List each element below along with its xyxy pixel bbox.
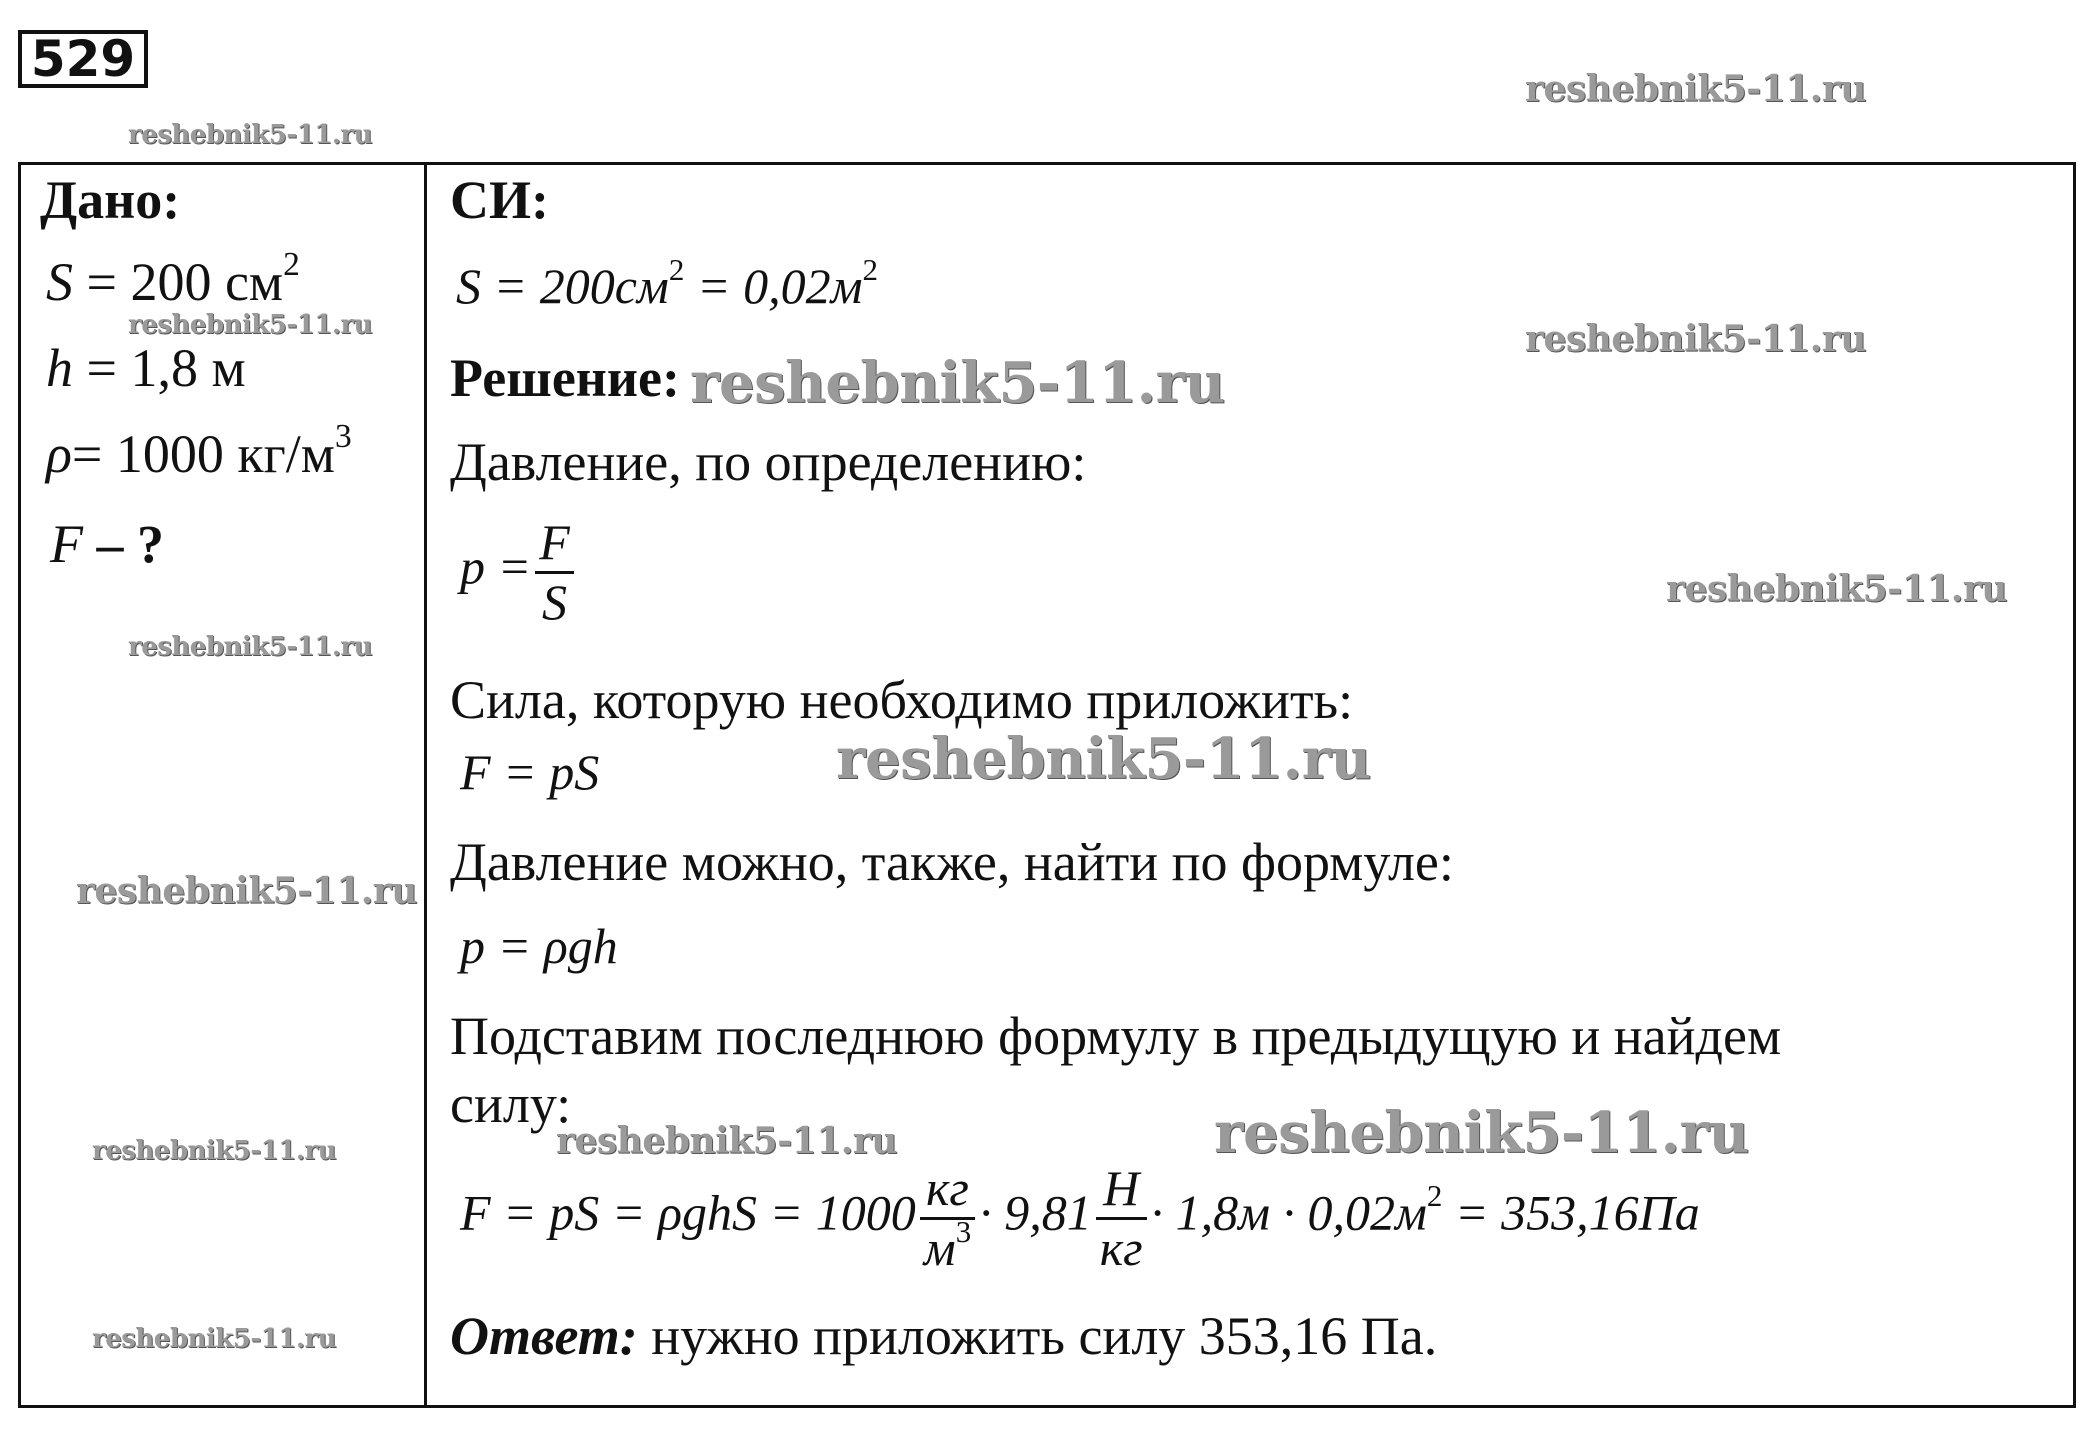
si-conversion: $S = 200см^2 = 0,02м^2$ (456, 251, 878, 314)
watermark: reshebnik5-11.ru (1666, 568, 2007, 610)
given-height: h = 1,8 м (46, 338, 246, 398)
answer-label: Ответ: (450, 1306, 638, 1366)
watermark: reshebnik5-11.ru (128, 632, 373, 662)
column-divider (424, 162, 427, 1408)
answer-line (450, 1306, 1437, 1366)
watermark: reshebnik5-11.ru (1214, 1100, 1749, 1166)
watermark: reshebnik5-11.ru (92, 1324, 337, 1354)
watermark: reshebnik5-11.ru (1525, 68, 1866, 110)
watermark: reshebnik5-11.ru (92, 1136, 337, 1166)
si-heading: СИ: (450, 170, 549, 230)
formula-force: F = pS (460, 744, 600, 800)
given-unknown: F – ? (50, 514, 164, 574)
formula-hydrostatic: p = ρgh (460, 918, 618, 974)
watermark: reshebnik5-11.ru (128, 120, 373, 150)
watermark: reshebnik5-11.ru (76, 870, 417, 912)
solution-line-4: Подставим последнюю формулу в предыдущую и найдем (450, 1006, 1782, 1066)
watermark: reshebnik5-11.ru (690, 350, 1225, 416)
watermark: reshebnik5-11.ru (128, 310, 373, 340)
watermark: reshebnik5-11.ru (836, 726, 1371, 792)
answer-text: нужно приложить силу 353,16 Па. (651, 1306, 1438, 1366)
solution-heading: Решение: (450, 348, 680, 408)
solution-line-1: Давление, по определению: (450, 432, 1087, 492)
formula-pressure-definition: p = $\frac{F}{S}$ (460, 516, 578, 628)
problem-number: 529 (18, 30, 148, 88)
solution-line-3: Давление можно, также, найти по формуле: (450, 832, 1454, 892)
formula-final-calculation: F = pS = ρghS = 1000 $\frac{кг}{м^3}$ · 9,81 $\frac{Н}{кг}$ · $1,8м \cdot 0,02м^2 = 353,16Па$ (460, 1160, 1700, 1276)
given-heading: Дано: (40, 170, 181, 230)
solution-line-2: Сила, которую необходимо приложить: (450, 670, 1354, 730)
watermark: reshebnik5-11.ru (1525, 318, 1866, 360)
watermark: reshebnik5-11.ru (556, 1120, 897, 1162)
given-area: S = 200 $см^2$ (46, 245, 300, 312)
given-density: ρ= 1000 $кг/м^3$ (46, 417, 352, 484)
solution-line-5: силу: (450, 1074, 572, 1134)
